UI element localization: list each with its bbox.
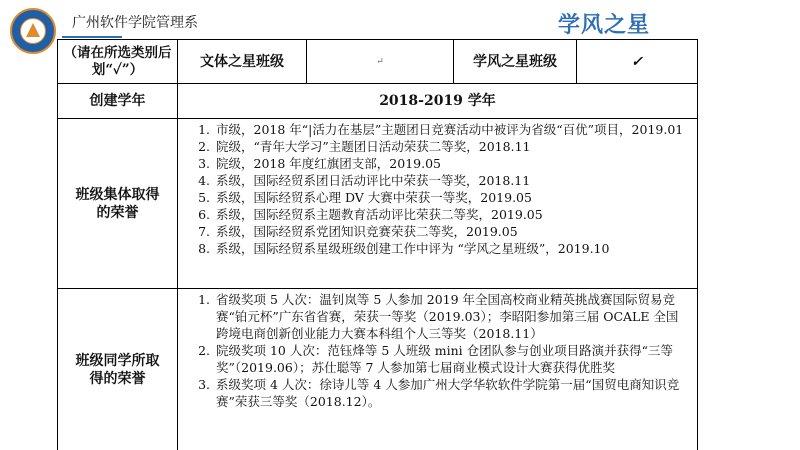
- list-item-text: 院级，2018 年度红旗团支部，2019.05: [216, 156, 441, 171]
- year-value: 2018-2019 学年: [379, 93, 496, 109]
- apply-label: （请在所选类别后划“✓”）: [63, 44, 172, 78]
- list-item-text: 系级，国际经贸系心理 DV 大赛中荣获一等奖，2019.05: [216, 190, 532, 205]
- student-honors-list: [190, 291, 688, 410]
- list-item-number: 5.: [198, 190, 210, 205]
- list-item-number: 8.: [198, 241, 210, 256]
- list-item-text: 院级，“青年大学习”主题团日活动荣获二等奖，2018.11: [216, 139, 531, 154]
- list-item-text: 市级，2018 年“|活力在基层”主题团日竞赛活动中被评为省级“百优”项目，2019.01: [216, 122, 684, 137]
- list-item-text: 院级奖项 10 人次：范钰烽等 5 人班级 mini 仓团队参与创业项目路演并获得“三等奖”（2019.06）；苏仕聪等 7 人参加第七届商业模式设计大赛获得优胜奖: [216, 343, 673, 375]
- list-item-number: 7.: [198, 224, 210, 239]
- list-item-number: 4.: [198, 173, 210, 188]
- collective-honors-label: 班级集体取得的荣誉: [75, 186, 160, 221]
- list-item-text: 省级奖项 5 人次：温钊岚等 5 人参加 2019 年全国高校商业精英挑战赛国际贸易竞赛“铂元杯”广东省省赛，荣获一等奖（2019.03）；李昭阳参加第三届 OCALE 全国跨境电商创新创业能力大赛本科组个人三等奖（2018.11）: [216, 292, 679, 341]
- list-item: [190, 121, 688, 138]
- list-item: [190, 291, 688, 342]
- year-label: 创建学年: [89, 93, 146, 109]
- list-item-text: 系级奖项 4 人次：徐诗儿等 4 人参加广州大学华软软件学院第一届“国贸电商知识竞赛”荣获三等奖（2018.12）。: [216, 377, 680, 409]
- list-item-text: 系级，国际经贸系主题教育活动评比荣获二等奖，2019.05: [216, 207, 543, 222]
- list-item-number: 3.: [198, 377, 210, 392]
- list-item-text: 系级，国际经贸系党团知识竞赛荣获二等奖，2019.05: [216, 224, 518, 239]
- list-item: [190, 223, 688, 240]
- school-logo: [10, 8, 56, 54]
- slide-title: 学风之星: [557, 13, 650, 38]
- list-item: [190, 138, 688, 155]
- honor-table: [57, 0, 698, 450]
- list-item: [190, 155, 688, 172]
- org-name: 广州软件学院管理系: [72, 15, 198, 31]
- list-item-number: 1.: [198, 122, 210, 137]
- list-item: [190, 206, 688, 223]
- list-item: [190, 240, 688, 257]
- list-item-number: 2.: [198, 139, 210, 154]
- list-item: [190, 189, 688, 206]
- list-item-number: 3.: [198, 156, 210, 171]
- table-rule: [697, 39, 698, 450]
- list-item: [190, 172, 688, 189]
- list-item-text: 系级，国际经贸系星级班级创建工作中评为 “学风之星班级”，2019.10: [216, 241, 610, 256]
- list-item-number: 2.: [198, 343, 210, 358]
- list-item: [190, 342, 688, 376]
- list-item-text: 系级，国际经贸系团日活动评比中荣获一等奖，2018.11: [216, 173, 531, 188]
- list-item: [190, 376, 688, 410]
- list-item-number: 6.: [198, 207, 210, 222]
- collective-honors-list: [190, 121, 688, 257]
- list-item-number: 1.: [198, 292, 210, 307]
- category-culture-sports-mark: ↵: [376, 56, 384, 67]
- category-culture-sports: 文体之星班级: [200, 53, 284, 70]
- logo-emblem-icon: [20, 18, 46, 44]
- category-study-star: 学风之星班级: [473, 53, 557, 70]
- student-honors-label: 班级同学所取得的荣誉: [75, 352, 160, 387]
- category-study-star-checkmark: ✓: [631, 53, 643, 70]
